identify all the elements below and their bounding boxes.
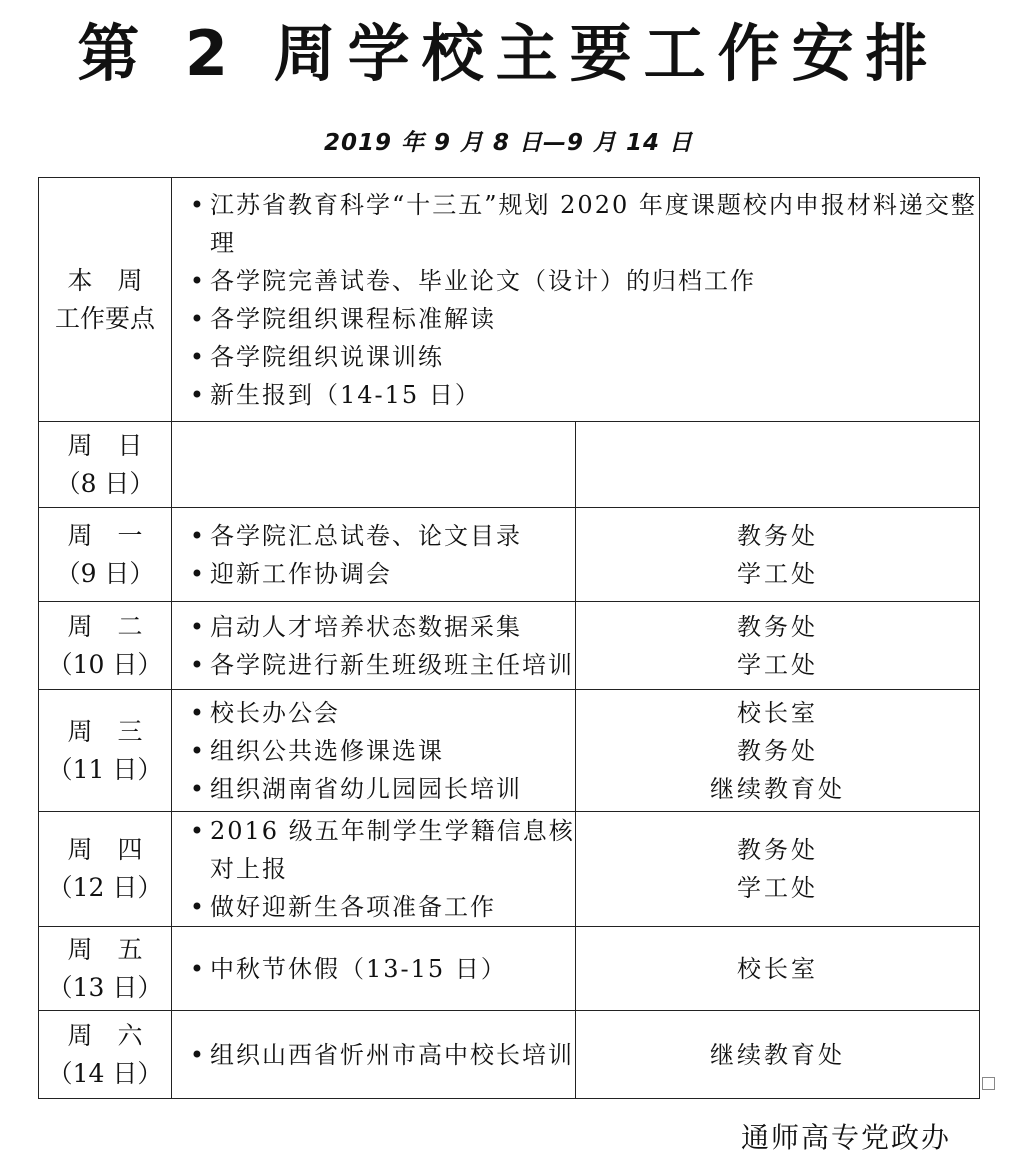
list-item — [186, 950, 575, 988]
day-name: 周 三 — [67, 716, 143, 746]
day-items — [172, 927, 576, 1011]
item-text: 启动人才培养状态数据采集 — [210, 612, 522, 641]
key-point-text: 各学院组织课程标准解读 — [210, 304, 496, 333]
list-item — [186, 694, 575, 732]
list-item — [186, 770, 575, 808]
day-items — [172, 602, 576, 690]
department — [576, 927, 980, 1011]
day-items — [172, 508, 576, 602]
list-item — [186, 608, 575, 646]
department — [576, 508, 980, 602]
list-item — [186, 555, 575, 593]
day-date: （14 日） — [47, 1058, 163, 1088]
day-items — [172, 690, 576, 812]
day-label — [39, 812, 172, 927]
key-points-items — [172, 178, 980, 422]
department — [576, 602, 980, 690]
bullet: • — [189, 612, 207, 641]
department-name: 学工处 — [737, 650, 818, 679]
department-name: 继续教育处 — [710, 774, 845, 803]
list-item — [186, 732, 575, 770]
item-text: 各学院进行新生班级班主任培训 — [210, 650, 574, 679]
day-label — [39, 1011, 172, 1099]
bullet: • — [189, 521, 207, 550]
department-name: 校长室 — [737, 954, 818, 983]
item-text: 组织湖南省幼儿园园长培训 — [210, 774, 522, 803]
day-name: 周 日 — [67, 430, 143, 460]
day-name: 周 六 — [67, 1020, 143, 1050]
department — [576, 812, 980, 927]
key-points-label — [39, 178, 172, 422]
department — [576, 422, 980, 508]
key-point-text: 各学院组织说课训练 — [210, 342, 444, 371]
item-text: 中秋节休假（13-15 日） — [210, 954, 507, 983]
day-date: （10 日） — [47, 649, 163, 679]
day-label — [39, 927, 172, 1011]
list-item — [186, 812, 575, 888]
day-label — [39, 602, 172, 690]
department-name: 教务处 — [737, 736, 818, 765]
department-name: 学工处 — [737, 559, 818, 588]
schedule-table — [38, 177, 980, 1099]
day-label — [39, 690, 172, 812]
item-text: 迎新工作协调会 — [210, 559, 392, 588]
department-name: 继续教育处 — [710, 1040, 845, 1069]
department-name: 教务处 — [737, 836, 818, 864]
day-items — [172, 1011, 576, 1099]
department — [576, 1011, 980, 1099]
bullet: • — [189, 650, 207, 679]
department — [576, 690, 980, 812]
key-point-text: 新生报到（14-15 日） — [210, 380, 481, 409]
bullet: • — [189, 893, 207, 921]
list-item — [186, 376, 979, 414]
list-item — [186, 186, 979, 262]
day-date: （13 日） — [47, 972, 163, 1002]
table-row — [39, 1011, 980, 1099]
table-row — [39, 422, 980, 508]
bullet: • — [189, 1040, 207, 1069]
day-name: 周 二 — [67, 611, 143, 641]
bullet: • — [189, 190, 207, 219]
item-text: 组织公共选修课选课 — [210, 736, 444, 765]
bullet: • — [189, 559, 207, 588]
key-points-label-line2: 工作要点 — [54, 303, 155, 333]
list-item — [186, 517, 575, 555]
bullet: • — [189, 698, 207, 727]
department-name: 教务处 — [737, 612, 818, 641]
department-name: 学工处 — [737, 874, 818, 902]
bullet: • — [189, 380, 207, 409]
day-date: （11 日） — [47, 754, 163, 784]
key-points-label-line1: 本 周 — [67, 265, 143, 295]
day-label — [39, 422, 172, 508]
bullet: • — [189, 817, 207, 845]
key-points-row — [39, 178, 980, 422]
item-text: 各学院汇总试卷、论文目录 — [210, 521, 522, 550]
signature: 通师高专党政办 — [740, 1121, 951, 1154]
day-items — [172, 812, 576, 927]
table-row — [39, 690, 980, 812]
department-name: 校长室 — [737, 698, 818, 727]
list-item — [186, 1036, 575, 1074]
day-date: （9 日） — [55, 558, 155, 588]
day-label — [39, 508, 172, 602]
bullet: • — [189, 954, 207, 983]
page-title: 第 2 周学校主要工作安排 — [77, 17, 940, 90]
day-date: （8 日） — [55, 468, 155, 498]
bullet: • — [189, 304, 207, 333]
bullet: • — [189, 342, 207, 371]
day-date: （12 日） — [47, 873, 163, 902]
item-text: 组织山西省忻州市高中校长培训 — [210, 1040, 574, 1069]
day-name: 周 一 — [67, 520, 143, 550]
item-text: 校长办公会 — [210, 698, 340, 727]
table-resize-handle[interactable] — [982, 1077, 995, 1090]
table-row — [39, 602, 980, 690]
table-row — [39, 927, 980, 1011]
department-name: 教务处 — [737, 521, 818, 550]
list-item — [186, 646, 575, 684]
date-range: 2019 年 9 月 8 日—9 月 14 日 — [323, 130, 694, 156]
list-item — [186, 888, 575, 926]
day-name: 周 五 — [67, 934, 143, 964]
list-item — [186, 262, 979, 300]
table-row — [39, 508, 980, 602]
bullet: • — [189, 736, 207, 765]
day-name: 周 四 — [67, 835, 143, 864]
item-text: 做好迎新生各项准备工作 — [210, 893, 496, 921]
key-point-text: 江苏省教育科学“十三五”规划 2020 年度课题校内申报材料递交整理 — [210, 190, 977, 257]
bullet: • — [189, 774, 207, 803]
item-text: 2016 级五年制学生学籍信息核对上报 — [210, 817, 575, 883]
day-items — [172, 422, 576, 508]
bullet: • — [189, 266, 207, 295]
list-item — [186, 300, 979, 338]
list-item — [186, 338, 979, 376]
key-point-text: 各学院完善试卷、毕业论文（设计）的归档工作 — [210, 266, 756, 295]
table-row — [39, 812, 980, 927]
